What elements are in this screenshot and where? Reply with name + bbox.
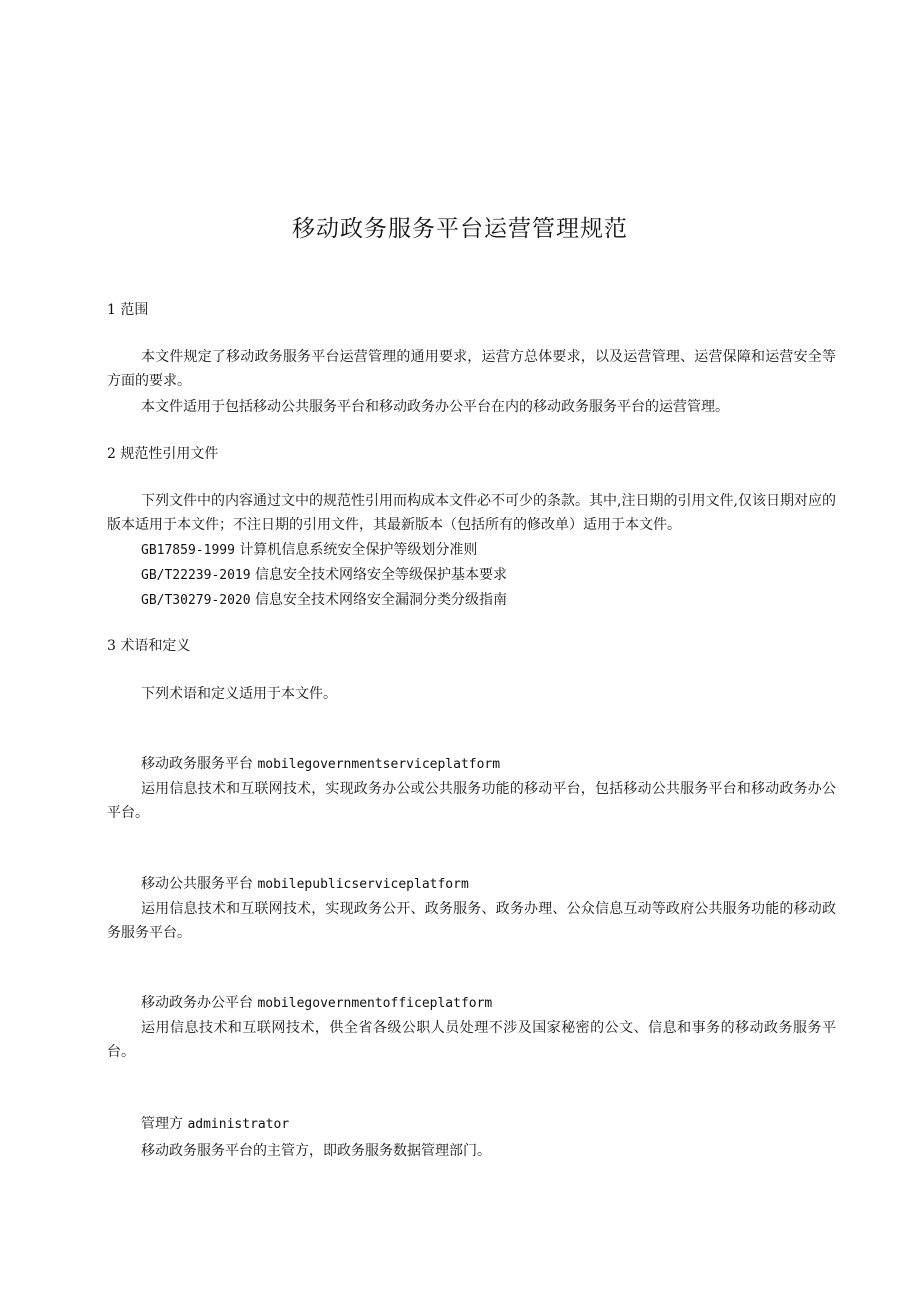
term-title xyxy=(141,754,500,775)
term-english: mobilegovernmentofficeplatform xyxy=(257,996,493,1011)
section-1-heading: 1 范围 xyxy=(107,302,149,318)
term-english: mobilegovernmentserviceplatform xyxy=(257,757,501,772)
term-name: 移动政务办公平台 xyxy=(141,995,253,1011)
reference-code: GB/T22239-2019 xyxy=(141,568,251,583)
term-title xyxy=(141,1114,289,1135)
term-definition: 移动政务服务平台的主管方，即政务服务数据管理部门。 xyxy=(141,1143,491,1159)
reference-item xyxy=(141,565,507,586)
term-name: 移动政务服务平台 xyxy=(141,756,253,772)
term-title xyxy=(141,874,469,895)
reference-item xyxy=(141,540,477,561)
reference-name: 信息安全技术网络安全等级保护基本要求 xyxy=(255,567,508,583)
term-english: mobilepublicserviceplatform xyxy=(257,877,469,892)
reference-name: 信息安全技术网络安全漏洞分类分级指南 xyxy=(255,592,508,608)
term-definition: 运用信息技术和互联网技术，供全省各级公职人员处理不涉及国家秘密的公文、信息和事务的移动政务服务平台。 xyxy=(107,1020,836,1060)
section-1-paragraph-2: 本文件适用于包括移动公共服务平台和移动政务办公平台在内的移动政务服务平台的运营管理。 xyxy=(141,399,729,415)
reference-code: GB/T30279-2020 xyxy=(141,593,251,608)
term-name: 管理方 xyxy=(141,1116,183,1132)
term-name: 移动公共服务平台 xyxy=(141,876,253,892)
section-1-paragraph-1: 本文件规定了移动政务服务平台运营管理的通用要求，运营方总体要求，以及运营管理、运营保障和运营安全等方面的要求。 xyxy=(107,349,836,389)
reference-code: GB17859-1999 xyxy=(141,543,235,558)
term-definition: 运用信息技术和互联网技术，实现政务办公或公共服务功能的移动平台，包括移动公共服务平台和移动政务办公平台。 xyxy=(107,781,836,821)
section-2-intro: 下列文件中的内容通过文中的规范性引用而构成本文件必不可少的条款。其中,注日期的引用文件,仅该日期对应的版本适用于本文件；不注日期的引用文件，其最新版本（包括所有的修改单）适用于本文件。 xyxy=(107,493,836,533)
term-title xyxy=(141,993,492,1014)
section-3-heading: 3 术语和定义 xyxy=(107,638,191,654)
document-title: 移动政务服务平台运营管理规范 xyxy=(292,216,628,242)
section-2-heading: 2 规范性引用文件 xyxy=(107,446,219,462)
term-english: administrator xyxy=(187,1117,290,1132)
section-3-intro: 下列术语和定义适用于本文件。 xyxy=(141,686,337,702)
reference-name: 计算机信息系统安全保护等级划分准则 xyxy=(239,542,478,558)
reference-item xyxy=(141,590,507,611)
term-definition: 运用信息技术和互联网技术，实现政务公开、政务服务、政务办理、公众信息互动等政府公共服务功能的移动政务服务平台。 xyxy=(107,901,836,941)
